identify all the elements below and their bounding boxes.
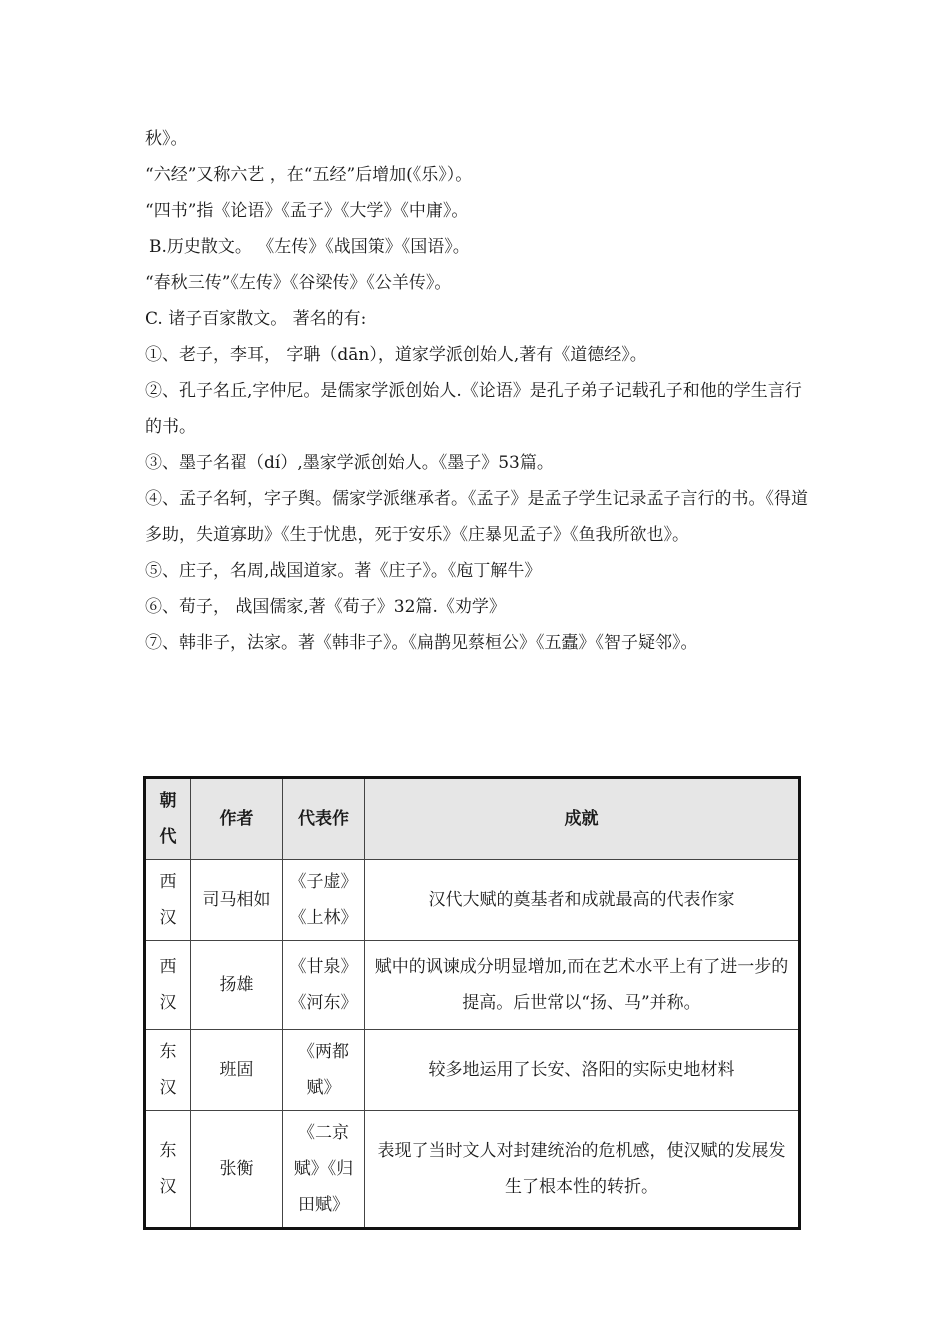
cell-works <box>283 941 365 1030</box>
paragraph-mozi: ③、墨子名翟（dí）,墨家学派创始人。《墨子》53篇。 <box>145 453 554 473</box>
cell-dynasty: 西汉 <box>145 860 191 941</box>
cell-author: 司马相如 <box>191 860 283 941</box>
paragraph-confucius: ②、孔子名丘,字仲尼。是儒家学派创始人.《论语》是孔子弟子记载孔子和他的学生言行的书。 <box>145 381 802 437</box>
header-achievement: 成就 <box>365 778 800 860</box>
paragraph-three-commentaries: “春秋三传”《左传》《谷梁传》《公羊传》。 <box>145 273 452 293</box>
cell-works <box>283 860 365 941</box>
table-row <box>145 941 800 1030</box>
cell-author: 班固 <box>191 1030 283 1111</box>
work-line: 赋》 <box>306 1078 341 1098</box>
work-line: 赋》《归 <box>293 1159 354 1179</box>
header-dynasty: 朝代 <box>145 778 191 860</box>
paragraph-xunzi: ⑥、荀子， 战国儒家,著《荀子》32篇.《劝学》 <box>145 597 506 617</box>
cell-author: 张衡 <box>191 1111 283 1229</box>
work-line: 《两都 <box>298 1042 349 1062</box>
paragraph-four-books: “四书”指《论语》《孟子》《大学》《中庸》。 <box>145 201 469 221</box>
table-header-row <box>145 778 800 860</box>
table-row <box>145 1030 800 1111</box>
cell-achievement: 表现了当时文人对封建统治的危机感，使汉赋的发展发生了根本性的转折。 <box>365 1111 800 1229</box>
paragraph-laozi: ①、老子，李耳， 字聃（dān），道家学派创始人,著有《道德经》。 <box>145 345 647 365</box>
paragraph-zhuangzi: ⑤、庄子，名周,战国道家。著《庄子》。《庖丁解牛》 <box>145 561 542 581</box>
paragraph-hundred-schools: C. 诸子百家散文。 著名的有: <box>145 309 367 329</box>
fu-authors-table <box>143 776 801 1230</box>
work-line: 《上林》 <box>289 908 358 928</box>
work-line: 《甘泉》 <box>289 957 358 977</box>
cell-dynasty: 西汉 <box>145 941 191 1030</box>
work-line: 《河东》 <box>289 993 358 1013</box>
cell-author: 扬雄 <box>191 941 283 1030</box>
paragraph-six-classics: “六经”又称六艺 ，在“五经”后增加(《乐》）。 <box>145 165 473 185</box>
table-row <box>145 1111 800 1229</box>
work-line: 《子虚》 <box>289 872 358 892</box>
header-author: 作者 <box>191 778 283 860</box>
table-row <box>145 860 800 941</box>
work-line: 《二京 <box>298 1123 349 1143</box>
cell-works <box>283 1030 365 1111</box>
cell-dynasty: 东汉 <box>145 1030 191 1111</box>
paragraph-history-prose: B.历史散文。 《左传》《战国策》《国语》。 <box>149 237 470 257</box>
paragraph-mencius: ④、孟子名轲，字子舆。儒家学派继承者。《孟子》是孟子学生记录孟子言行的书。《得道多助，失道寡助》《生于忧患，死于安乐》《庄暴见孟子》《鱼我所欲也》。 <box>145 489 808 545</box>
header-works: 代表作 <box>283 778 365 860</box>
cell-achievement: 汉代大赋的奠基者和成就最高的代表作家 <box>365 860 800 941</box>
fu-authors-table-wrapper <box>143 776 801 1230</box>
body-text <box>145 121 810 661</box>
work-line: 田赋》 <box>298 1195 349 1215</box>
cell-achievement: 较多地运用了长安、洛阳的实际史地材料 <box>365 1030 800 1111</box>
cell-achievement: 赋中的讽谏成分明显增加,而在艺术水平上有了进一步的提高。后世常以“扬、马”并称。 <box>365 941 800 1030</box>
paragraph-spring-autumn-tail: 秋》。 <box>145 129 188 149</box>
cell-dynasty: 东汉 <box>145 1111 191 1229</box>
paragraph-hanfeizi: ⑦、韩非子，法家。著《韩非子》。《扁鹊见蔡桓公》《五蠹》《智子疑邻》。 <box>145 633 698 653</box>
cell-works <box>283 1111 365 1229</box>
